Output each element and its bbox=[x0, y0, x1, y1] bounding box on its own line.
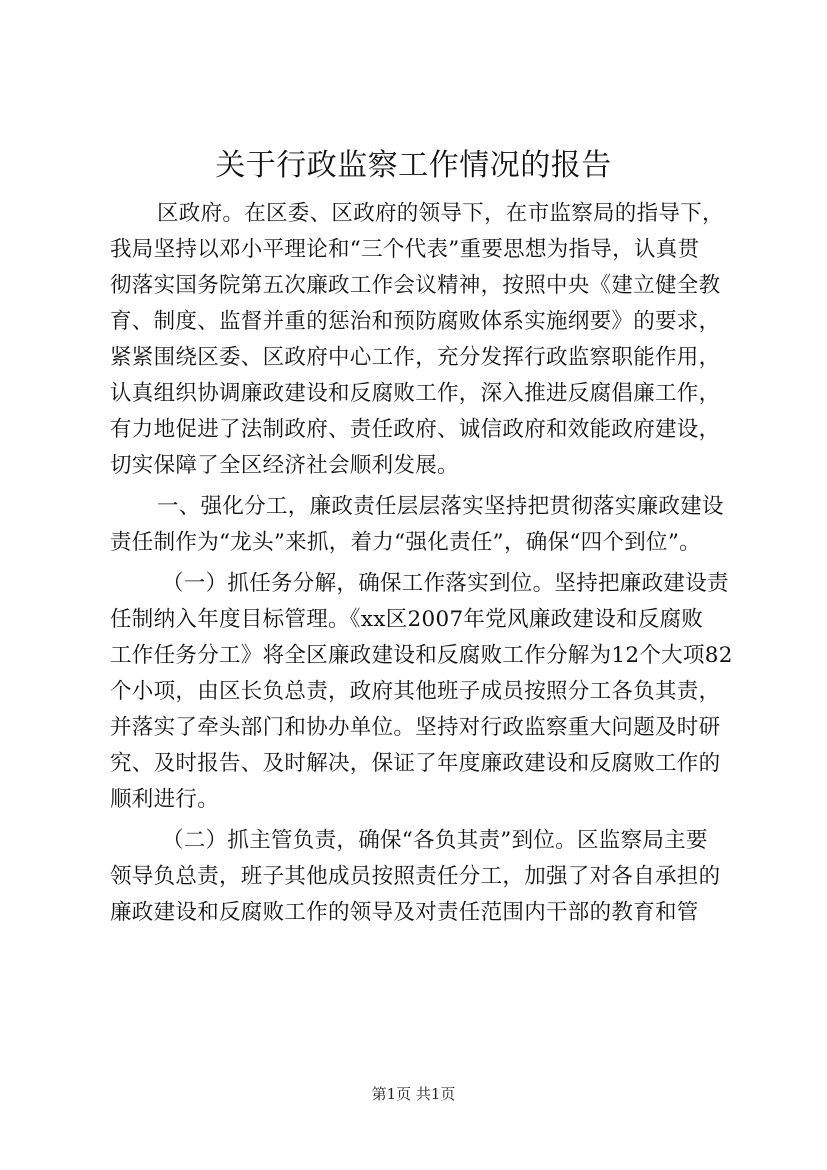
paragraph-line: （一）抓任务分解，确保工作落实到位。坚持把廉政建设责 bbox=[162, 571, 729, 596]
paragraph-line: 紧紧围绕区委、区政府中心工作，充分发挥行政监察职能作用， bbox=[110, 345, 721, 370]
paragraph-line: 育、制度、监督并重的惩治和预防腐败体系实施纲要》的要求， bbox=[110, 309, 721, 334]
paragraph-line: 认真组织协调廉政建设和反腐败工作，深入推进反腐倡廉工作， bbox=[110, 381, 721, 406]
document-body bbox=[110, 196, 750, 931]
paragraph-line: 切实保障了全区经济社会顺利发展。 bbox=[110, 453, 459, 478]
paragraph-line: 责任制作为“龙头”来抓，着力“强化责任”，确保“四个到位”。 bbox=[110, 530, 701, 555]
page-number: 第1页 共1页 bbox=[371, 1085, 456, 1103]
paragraph-line: 工作任务分工》将全区廉政建设和反腐败工作分解为12个大项82 bbox=[110, 643, 733, 668]
paragraph-line: 区政府。在区委、区政府的领导下，在市监察局的指导下， bbox=[157, 201, 724, 226]
paragraph-line: 我局坚持以邓小平理论和“三个代表”重要思想为指导，认真贯 bbox=[110, 237, 700, 262]
paragraph-line: 任制纳入年度目标管理。《xx区2007年党风廉政建设和反腐败 bbox=[110, 607, 704, 632]
paragraph-line: 有力地促进了法制政府、责任政府、诚信政府和效能政府建设， bbox=[110, 417, 721, 442]
paragraph-line: 顺利进行。 bbox=[110, 787, 220, 812]
paragraph-line: 个小项，由区长负总责，政府其他班子成员按照分工各负其责， bbox=[110, 679, 721, 704]
paragraph-line: （二）抓主管负责，确保“各负其责”到位。区监察局主要 bbox=[162, 828, 708, 853]
paragraph-line: 领导负总责，班子其他成员按照责任分工，加强了对各自承担的 bbox=[110, 864, 721, 889]
paragraph-line: 并落实了牵头部门和协办单位。坚持对行政监察重大问题及时研 bbox=[110, 715, 721, 740]
document-title: 关于行政监察工作情况的报告 bbox=[215, 148, 612, 183]
paragraph-line: 一、强化分工，廉政责任层层落实坚持把贯彻落实廉政建设 bbox=[157, 494, 724, 519]
paragraph-line: 究、及时报告、及时解决，保证了年度廉政建设和反腐败工作的 bbox=[110, 751, 721, 776]
page-footer bbox=[0, 1084, 827, 1104]
paragraph-line: 彻落实国务院第五次廉政工作会议精神，按照中央《建立健全教 bbox=[110, 273, 721, 298]
paragraph-line: 廉政建设和反腐败工作的领导及对责任范围内干部的教育和管 bbox=[110, 900, 699, 925]
